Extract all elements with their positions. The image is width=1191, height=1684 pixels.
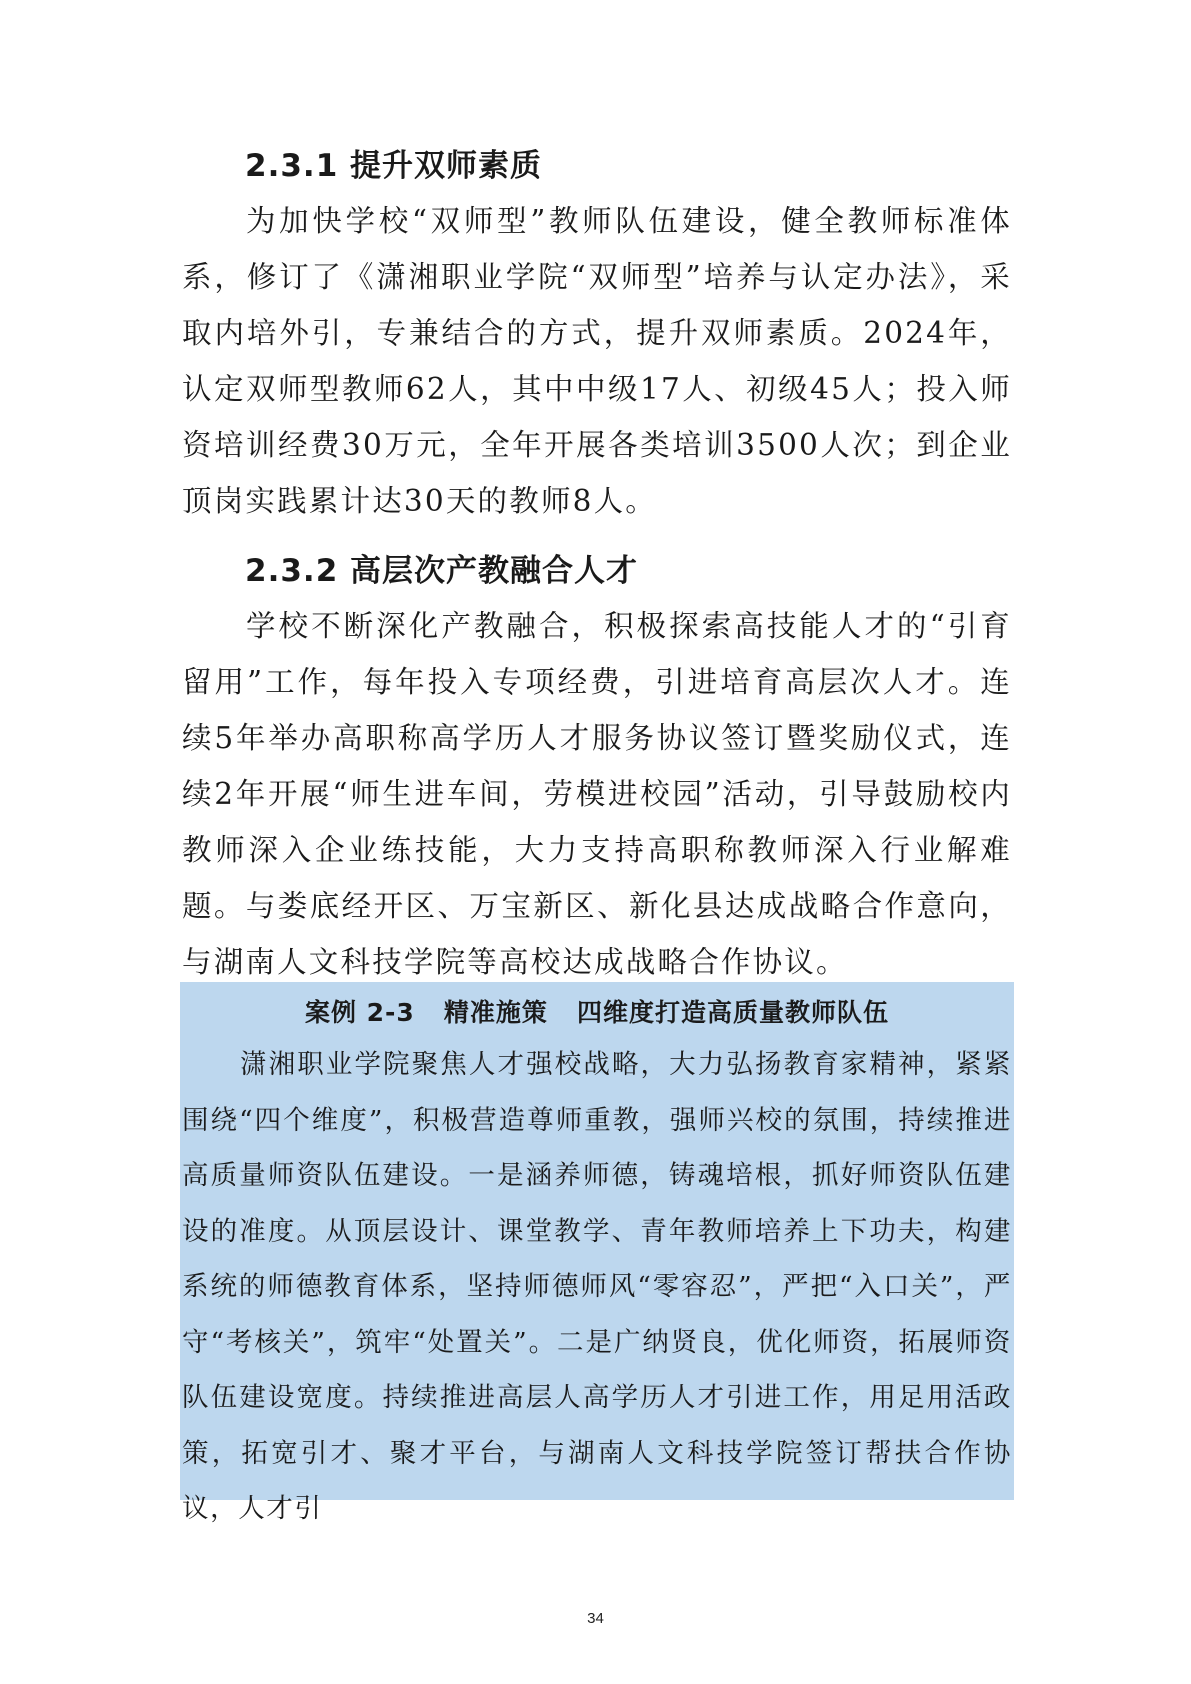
page-number: 34 bbox=[587, 1610, 604, 1627]
section-heading-2-3-1: 2.3.1 提升双师素质 bbox=[245, 148, 543, 184]
case-study-body: 潇湘职业学院聚焦人才强校战略，大力弘扬教育家精神，紧紧围绕“四个维度”，积极营造尊师重教，强师兴校的氛围，持续推进高质量师资队伍建设。一是涵养师德，铸魂培根，抓好师资队伍建设的准度。从顶层设计、课堂教学、青年教师培养上下功夫，构建系统的师德教育体系，坚持师德师风“零容忍”，严把“入口关”，严守“考核关”，筑牢“处置关”。二是广纳贤良，优化师资，拓展师资队伍建设宽度。持续推进高层人高学历人才引进工作，用足用活政策，拓宽引才、聚才平台，与湖南人文科技学院签订帮扶合作协议，人才引 bbox=[182, 1049, 1012, 1524]
section-paragraph-2-3-1: 为加快学校“双师型”教师队伍建设，健全教师标准体系，修订了《潇湘职业学院“双师型”培养与认定办法》，采取内培外引，专兼结合的方式，提升双师素质。2024年，认定双师型教师62人，其中中级17人、初级45人；投入师资培训经费30万元，全年开展各类培训3500人次；到企业顶岗实践累计达30天的教师8人。 bbox=[182, 204, 1012, 518]
section-paragraph-2-3-2: 学校不断深化产教融合，积极探索高技能人才的“引育留用”工作，每年投入专项经费，引进培育高层次人才。连续5年举办高职称高学历人才服务协议签订暨奖励仪式，连续2年开展“师生进车间，劳模进校园”活动，引导鼓励校内教师深入企业练技能，大力支持高职称教师深入行业解难题。与娄底经开区、万宝新区、新化县达成战略合作意向，与湖南人文科技学院等高校达成战略合作协议。 bbox=[182, 609, 1012, 979]
case-study-title: 案例 2-3 精准施策 四维度打造高质量教师队伍 bbox=[304, 998, 890, 1027]
case-study-box bbox=[180, 982, 1014, 1524]
section-heading-2-3-2: 2.3.2 高层次产教融合人才 bbox=[245, 553, 639, 589]
